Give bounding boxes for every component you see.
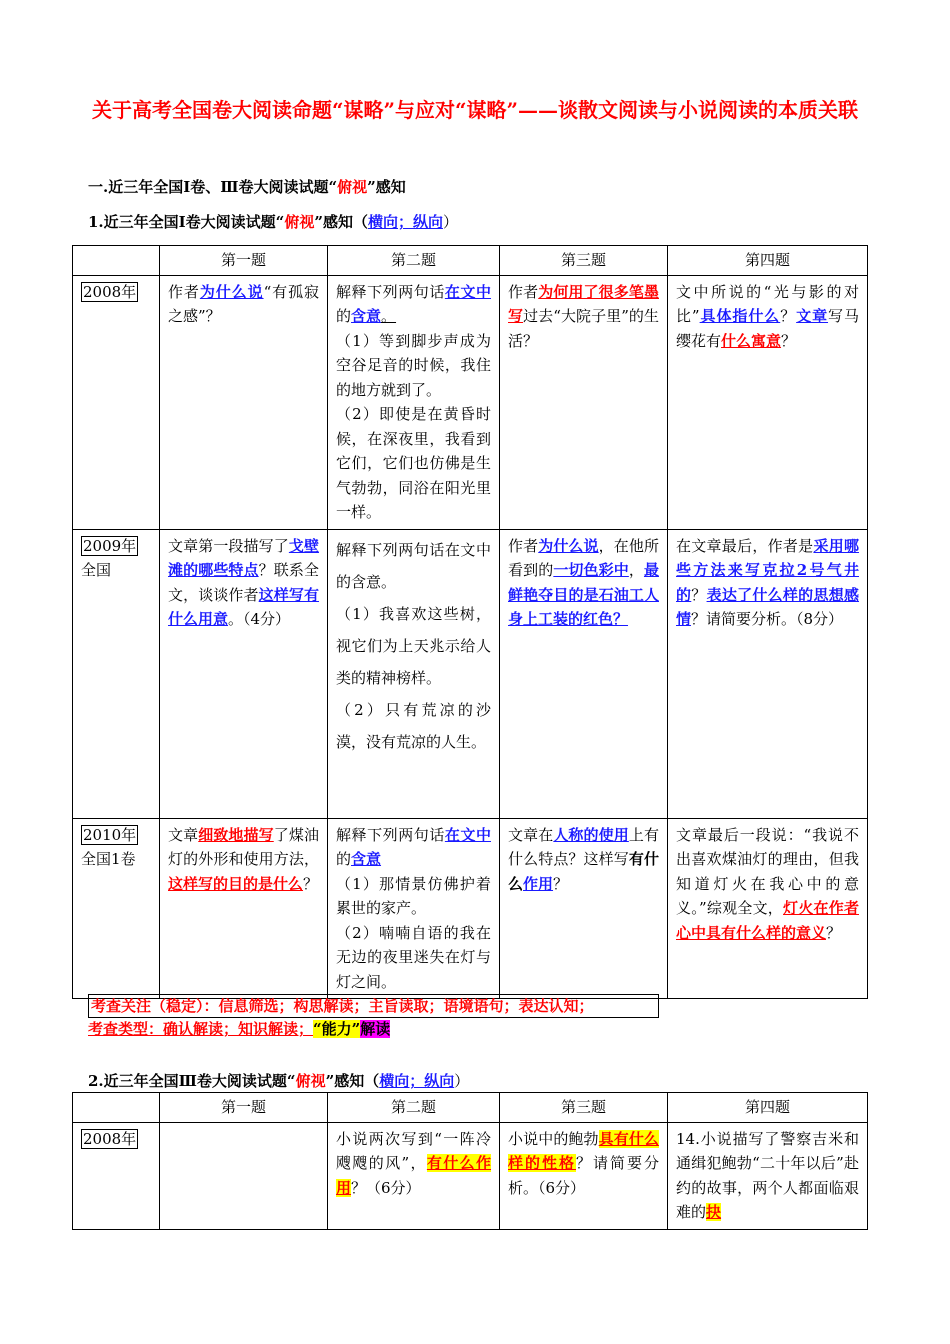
cell-text: 过去“大院子里”的生活？ <box>508 307 659 350</box>
q2-cell <box>328 818 500 999</box>
document-title: 关于高考全国卷大阅读命题“谋略”与应对“谋略”——谈散文阅读与小说阅读的本质关联 <box>91 98 858 122</box>
cell-text: 一切色彩中 <box>553 561 629 579</box>
cell-text: 含意 <box>351 850 382 868</box>
table2 <box>72 1092 868 1230</box>
q4-cell <box>668 529 868 818</box>
summary-types <box>88 1018 390 1040</box>
q2-cell <box>328 1122 500 1229</box>
cell-text: 作者 <box>508 536 539 555</box>
q1-cell <box>160 1122 328 1229</box>
q1-cell <box>160 529 328 818</box>
q3-cell <box>500 529 668 818</box>
year-cell <box>73 275 160 529</box>
cell-text: 的 <box>336 307 352 325</box>
caption-prefix: 2.近三年全国Ⅲ卷大阅读试题“ <box>88 1072 296 1090</box>
cell-text: 有什么 <box>508 850 659 893</box>
cell-text: 作者 <box>508 282 539 301</box>
caption-links[interactable]: 横向；纵向 <box>367 213 443 231</box>
q4-cell <box>668 818 868 999</box>
year-label: 2009年 <box>83 536 137 555</box>
cell-text: ？ <box>826 923 842 942</box>
cell-text: 小说两次写到“一阵冷飕飕的风”， <box>336 1129 491 1172</box>
section-heading-em: 俯视 <box>337 178 368 196</box>
cell-text: （2）喃喃自语的我在无边的夜里迷失在灯与灯之间。 <box>336 923 491 991</box>
q2-cell <box>328 529 500 818</box>
cell-text: ，在他所看到的 <box>508 536 659 579</box>
cell-text: 采用哪些方法来写克拉2号气井的 <box>676 536 859 604</box>
section-heading <box>88 176 406 197</box>
table-header-row <box>73 1093 868 1123</box>
cell-text: （1）等到脚步声成为空谷足音的时候，我住的地方就到了。 <box>336 331 491 399</box>
cell-text: “有孤寂之感”？ <box>168 282 319 325</box>
cell-text: 抉 <box>706 1203 722 1221</box>
header-q3: 第三题 <box>500 246 668 276</box>
table-row <box>73 1122 868 1229</box>
q4-cell <box>668 1122 868 1229</box>
header-empty <box>73 246 160 276</box>
cell-text: 。（4分） <box>228 610 291 628</box>
cell-text: （1）那情景仿佛护着累世的家产。 <box>336 874 491 917</box>
table1-caption <box>88 211 458 232</box>
caption-links[interactable]: 横向；纵向 <box>379 1072 455 1090</box>
cell-text: 作者 <box>168 282 200 301</box>
q2-cell <box>328 275 500 529</box>
cell-text: ？请简要分析。（8分） <box>691 610 844 628</box>
cell-text: 在文中 <box>444 282 491 301</box>
q3-cell <box>500 1122 668 1229</box>
cell-text: 戈壁滩的哪些特点 <box>168 536 319 579</box>
cell-text: 文章 <box>796 307 829 325</box>
header-q1: 第一题 <box>160 1093 328 1123</box>
summary-types-end: 解读 <box>360 1020 391 1038</box>
header-q4: 第四题 <box>668 1093 868 1123</box>
cell-text: 什么寓意 <box>721 331 782 350</box>
cell-text: 14.小说描写了警察吉米和通缉犯鲍勃“二十年以后”赴约的故事，两个人都面临艰难的 <box>676 1129 859 1221</box>
cell-text: ， <box>628 561 644 579</box>
caption-mid: ”感知（ <box>314 213 368 231</box>
caption-mid: ”感知（ <box>325 1072 380 1090</box>
year-label: 2008年 <box>83 282 137 301</box>
cell-text: 。 <box>381 307 397 325</box>
cell-text: ？ <box>781 331 797 350</box>
year-sub: 全国 <box>81 561 112 579</box>
caption-suffix: ） <box>442 213 458 231</box>
year-cell <box>73 1122 160 1229</box>
cell-text: 人称的使用 <box>553 825 629 844</box>
cell-text: ？ <box>780 307 797 325</box>
cell-text: 具体指什么 <box>699 307 781 325</box>
cell-text: ？ <box>303 874 319 893</box>
table-row <box>73 275 868 529</box>
cell-text: 为什么说 <box>199 282 264 301</box>
cell-text: 了煤油灯的外形和使用方法， <box>168 825 319 868</box>
header-q3: 第三题 <box>500 1093 668 1123</box>
cell-text: 文章 <box>168 825 199 844</box>
table-header-row <box>73 246 868 276</box>
cell-text: ？ <box>691 585 707 604</box>
year-label: 2010年 <box>83 825 137 844</box>
year-cell <box>73 529 160 818</box>
header-empty <box>73 1093 160 1123</box>
cell-text: 这样写的目的是什么 <box>168 874 304 893</box>
cell-text: （2）即使是在黄昏时候，在深夜里，我看到它们，它们也仿佛是生气勃勃，同浴在阳光里一样。 <box>336 405 491 521</box>
cell-text: 作用 <box>523 874 554 893</box>
year-label: 2008年 <box>83 1129 137 1148</box>
cell-text: 的 <box>336 850 352 868</box>
table-row <box>73 529 868 818</box>
q1-cell <box>160 275 328 529</box>
cell-text: 解释下列两句话 <box>336 282 445 301</box>
cell-text: 表达了什么样的思想感情 <box>676 585 859 628</box>
summary-types-highlight: “能力” <box>313 1020 361 1038</box>
cell-text: 小说中的鲍勃 <box>508 1129 599 1148</box>
q3-cell <box>500 275 668 529</box>
header-q4: 第四题 <box>668 246 868 276</box>
cell-text: 文章第一段描写了 <box>168 536 289 555</box>
cell-text: ？联系全文，谈谈作者 <box>168 561 319 604</box>
section-heading-prefix: 一.近三年全国Ⅰ卷、Ⅲ卷大阅读试题“ <box>88 178 338 196</box>
cell-text: ？ <box>553 874 569 893</box>
caption-prefix: 1.近三年全国Ⅰ卷大阅读试题“ <box>88 213 285 231</box>
cell-text: 解释下列两句话在文中的含意。 <box>336 540 491 591</box>
cell-text: 这样写有什么用意 <box>168 585 319 628</box>
cell-text: 为什么说 <box>538 536 599 555</box>
cell-text: 细致地描写 <box>198 825 274 844</box>
cell-text: 解释下列两句话 <box>336 825 445 844</box>
caption-suffix: ） <box>454 1072 470 1090</box>
cell-text: ？请简要分析。（6分） <box>508 1154 659 1197</box>
cell-text: 为何用了很多笔墨写 <box>508 282 659 325</box>
cell-text: 在文章最后，作者是 <box>676 536 814 555</box>
cell-text: 有什么作用 <box>336 1154 491 1197</box>
header-q1: 第一题 <box>160 246 328 276</box>
caption-em: 俯视 <box>295 1072 326 1090</box>
table-row <box>73 818 868 999</box>
table2-caption <box>88 1070 469 1091</box>
summary-types-prefix: 考查类型：确认解读；知识解读； <box>88 1020 314 1038</box>
cell-text: 文章在 <box>508 825 554 844</box>
summary-focus: 考查关注（稳定）：信息筛选；构思解读；主旨读取；语境语句；表达认知； <box>88 994 659 1018</box>
section-heading-suffix: ”感知 <box>367 178 406 196</box>
header-q2: 第二题 <box>328 1093 500 1123</box>
cell-text: 含意 <box>351 307 382 325</box>
cell-text: 文章最后一段说：“我说不出喜欢煤油灯的理由，但我知道灯火在我心中的意义。”综观全文， <box>676 825 859 917</box>
header-q2: 第二题 <box>328 246 500 276</box>
caption-em: 俯视 <box>284 213 315 231</box>
cell-text: 最鲜艳夺目的是石油工人身上工装的红色？ <box>508 561 659 628</box>
cell-text: 文中所说的“光与影的对比” <box>676 282 859 325</box>
cell-text: 在文中 <box>444 825 491 844</box>
cell-text: 写马缨花有 <box>676 307 859 350</box>
cell-text: 具有什么样的性格 <box>508 1129 659 1172</box>
year-sub: 全国1卷 <box>81 850 136 868</box>
table1 <box>72 245 868 999</box>
q3-cell <box>500 818 668 999</box>
cell-text: 上有什么特点？这样写 <box>508 825 659 868</box>
q1-cell <box>160 818 328 999</box>
cell-text: （1）我喜欢这些树，视它们为上天兆示给人类的精神榜样。 <box>336 604 491 687</box>
cell-text: （2）只有荒凉的沙漠，没有荒凉的人生。 <box>336 700 491 751</box>
q4-cell <box>668 275 868 529</box>
cell-text: 灯火在作者心中具有什么样的意义 <box>676 899 859 942</box>
cell-text: ？（6分） <box>351 1178 421 1197</box>
year-cell <box>73 818 160 999</box>
